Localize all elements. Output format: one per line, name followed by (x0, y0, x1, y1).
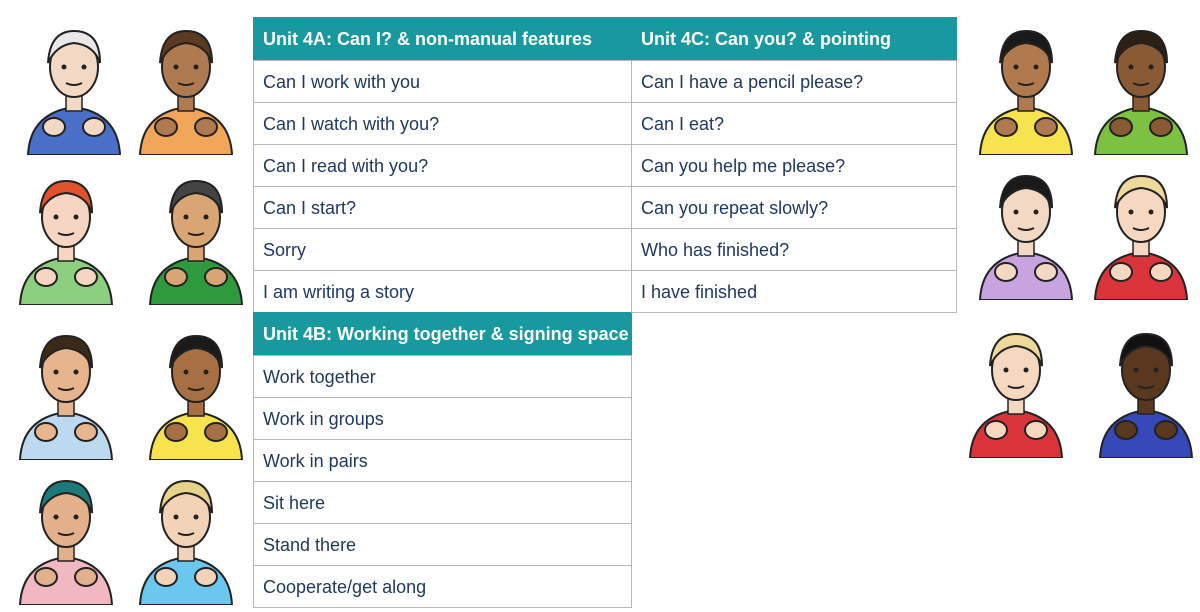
signer-blond-boy-icon (130, 465, 242, 605)
table-row: I have finished (631, 270, 957, 313)
signer-blond-boy-red-pointing-icon (960, 318, 1072, 458)
signer-girl-green-shirt-icon (1085, 15, 1197, 155)
table-row: Stand there (253, 523, 632, 566)
table-row: Work in pairs (253, 439, 632, 482)
signer-blond-boy-red-icon (1085, 160, 1197, 300)
table-row: I am writing a story (253, 270, 632, 313)
table-row: Work in groups (253, 397, 632, 440)
signer-elderly-woman-icon (18, 15, 130, 155)
table-row: Can you repeat slowly? (631, 186, 957, 229)
table-row: Can I have a pencil please? (631, 60, 957, 103)
table-row: Who has finished? (631, 228, 957, 271)
table-row: Can I start? (253, 186, 632, 229)
unit-4a-header: Unit 4A: Can I? & non-manual features (253, 17, 632, 60)
signer-girl-star-clip-icon (970, 15, 1082, 155)
signer-boy-thumbs-up-icon (1090, 318, 1200, 458)
unit-4b-header: Unit 4B: Working together & signing space (253, 312, 632, 355)
signer-bald-man-icon (130, 15, 242, 155)
table-row: Can I eat? (631, 102, 957, 145)
signer-woman-hijab-icon (10, 465, 122, 605)
table-row: Work together (253, 355, 632, 398)
signer-girl-glasses-icon (970, 160, 1082, 300)
table-row: Can you help me please? (631, 144, 957, 187)
unit-4c-header: Unit 4C: Can you? & pointing (631, 17, 957, 60)
table-row: Can I read with you? (253, 144, 632, 187)
signer-bearded-man-icon (10, 320, 122, 460)
signer-man-green-vest-icon (140, 165, 252, 305)
table-row: Cooperate/get along (253, 565, 632, 608)
table-row: Can I watch with you? (253, 102, 632, 145)
signer-redhead-woman-icon (10, 165, 122, 305)
table-row: Sit here (253, 481, 632, 524)
table-row: Sorry (253, 228, 632, 271)
table-row: Can I work with you (253, 60, 632, 103)
signer-girl-yellow-icon (140, 320, 252, 460)
